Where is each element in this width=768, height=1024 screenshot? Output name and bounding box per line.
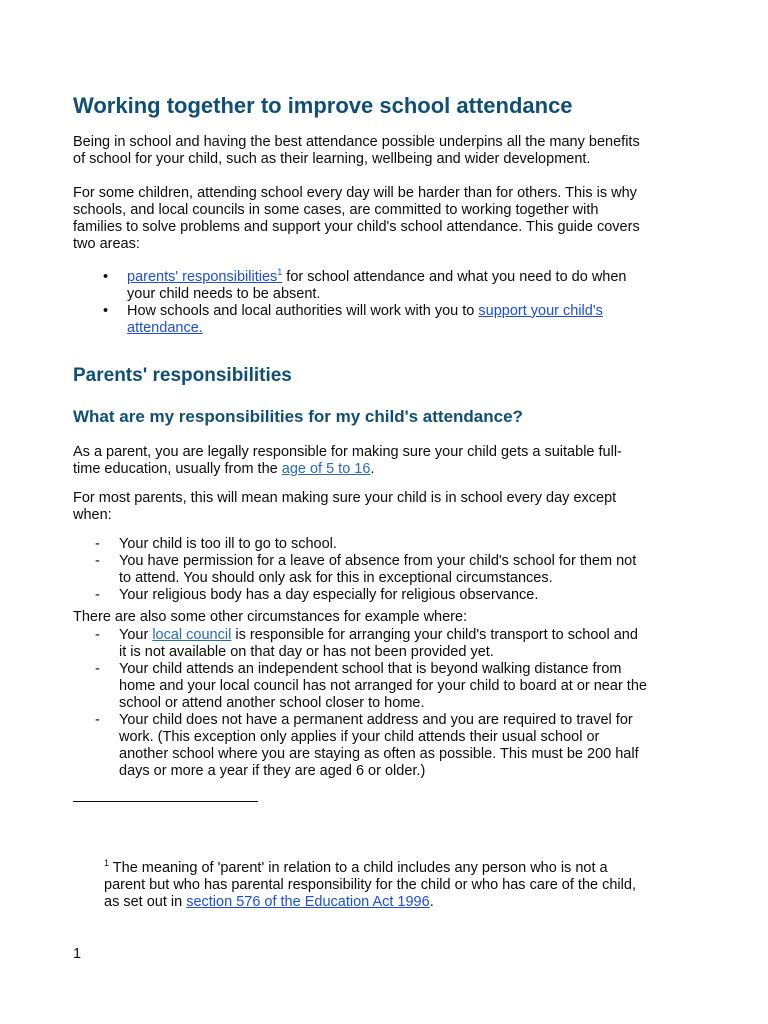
page-title: Working together to improve school attendance: [73, 93, 573, 118]
text-line: your child needs to be absent.: [127, 286, 321, 302]
bullet-marker: •: [103, 303, 109, 319]
text-line: for school attendance and what you need to do when: [282, 269, 627, 285]
text-line: Your religious body has a day especially for religious observance.: [119, 587, 539, 603]
text-line: For some children, attending school every day will be harder than for others. This is why: [73, 185, 637, 201]
text-line: There are also some other circumstances for example where:: [73, 609, 468, 625]
text-line: Your child does not have a permanent address and you are required to travel for: [119, 712, 633, 728]
text-line: time education, usually from the: [73, 461, 282, 477]
list-item: [73, 587, 636, 604]
list-item: - Your local council is responsible for arranging your child's transport to school and it is not available on that day or has not been provided yet.: [95, 627, 638, 660]
dash-marker: -: [95, 536, 100, 552]
text-line: another school where you are staying as often as possible. This must be 200 half: [119, 746, 639, 762]
text-line: two areas:: [73, 236, 140, 252]
local-council-link[interactable]: local council: [152, 627, 232, 643]
footnote-marker: 1: [104, 858, 110, 869]
text-line: when:: [73, 507, 112, 523]
absence-reasons-list: [73, 536, 636, 604]
text-line: As a parent, you are legally responsible for making sure your child gets a suitable full-: [73, 444, 622, 460]
intro-bullet-list: [73, 269, 627, 337]
dash-marker: -: [95, 553, 100, 569]
parents-responsibilities-link[interactable]: parents' responsibilities$^1$: [127, 267, 283, 285]
list-item: [73, 269, 627, 303]
age-range-link[interactable]: age of 5 to 16: [281, 461, 371, 477]
school-every-day-paragraph: [73, 490, 688, 524]
text-line: You have permission for a leave of absence from your child's school for them not: [119, 553, 637, 569]
other-circumstances-list: [73, 627, 647, 780]
text-line: it is not available on that day or has not been provided yet.: [119, 644, 494, 660]
list-item: [73, 553, 636, 587]
list-item: [73, 536, 636, 553]
text-line: How schools and local authorities will work with you to: [127, 303, 479, 319]
education-act-link[interactable]: section 576 of the Education Act 1996: [186, 894, 430, 910]
list-item: [73, 303, 627, 337]
text-line: of school for your child, such as their learning, wellbeing and wider development.: [73, 151, 591, 167]
text-line: to attend. You should only ask for this in exceptional circumstances.: [119, 570, 553, 586]
text-line: days or more a year if they are aged 6 or older.): [119, 763, 426, 779]
text-line: home and your local council has not arranged for your child to board at or near the: [119, 678, 647, 694]
text-line: Being in school and having the best attendance possible underpins all the many benefits: [73, 134, 640, 150]
dash-marker: -: [95, 661, 100, 677]
footnote-divider: [73, 801, 258, 802]
list-item: [73, 712, 647, 780]
text-line: Your child attends an independent school that is beyond walking distance from: [119, 661, 622, 677]
dash-marker: -: [95, 712, 100, 728]
section-heading: Parents' responsibilities: [73, 365, 292, 386]
support-attendance-link[interactable]: support your child's: [478, 303, 603, 319]
support-attendance-link-cont[interactable]: attendance.: [127, 320, 203, 336]
text-line: parent but who has parental responsibility for the child or who has care of the child,: [104, 877, 636, 893]
text-line: schools, and local councils in some cases, are committed to working together with: [73, 202, 599, 218]
text-line: families to solve problems and support your child's school attendance. This guide covers: [73, 219, 640, 235]
page-number: 1: [73, 946, 82, 962]
other-circumstances-intro: [73, 609, 688, 626]
list-item: [73, 661, 647, 712]
section-subheading: What are my responsibilities for my child's attendance?: [73, 407, 523, 426]
dash-marker: -: [95, 587, 100, 603]
footnote: $^1$ The meaning of 'parent' in relation to a child includes any person who is not a parent but who has parental responsibility for the child or who has care of the child, as set out in section 576 of the Education Act 1996.: [104, 858, 636, 910]
dash-marker: -: [95, 627, 100, 643]
text-line: work. (This exception only applies if your child attends their usual school or: [119, 729, 600, 745]
intro-paragraph-2: [73, 185, 688, 253]
text-line: For most parents, this will mean making sure your child is in school every day except: [73, 490, 617, 506]
text-line: school or attend another school closer to home.: [119, 695, 425, 711]
intro-paragraph-1: [73, 134, 688, 168]
text-line: Your child is too ill to go to school.: [119, 536, 337, 552]
bullet-marker: •: [103, 269, 109, 285]
responsibility-paragraph: As a parent, you are legally responsible for making sure your child gets a suitable full- time education, usually from the age of 5 to 16.: [73, 444, 688, 478]
